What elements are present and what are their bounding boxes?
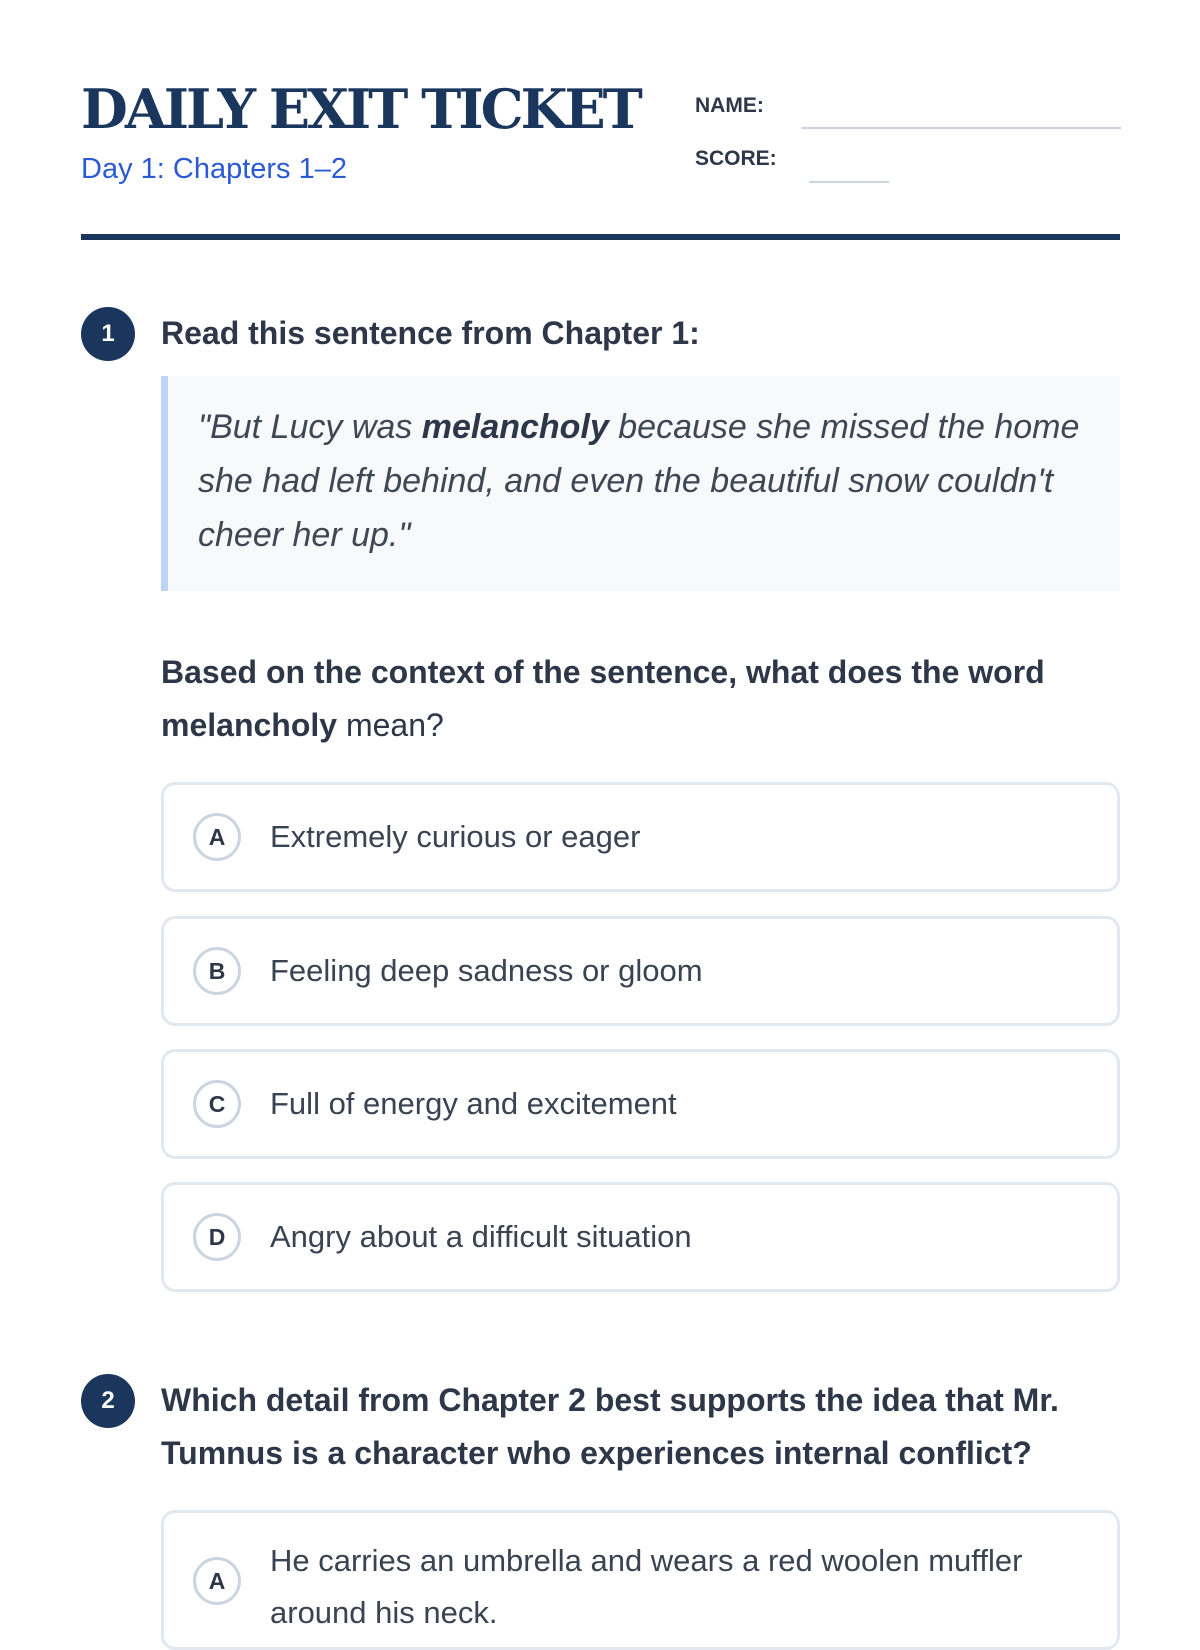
quote-text-rest: because she missed the home she had left behind, and even the beautiful snow couldn't cheer her up." xyxy=(198,408,1080,554)
question-1-option-c[interactable] xyxy=(161,1049,1120,1159)
option-letter: A xyxy=(193,813,241,861)
question-1-intro: Read this sentence from Chapter 1: xyxy=(161,315,700,351)
option-text: He carries an umbrella and wears a red woolen muffler around his neck. xyxy=(270,1543,1023,1630)
option-letter: C xyxy=(193,1080,241,1128)
header-divider xyxy=(81,234,1120,240)
option-text: Full of energy and excitement xyxy=(270,1086,677,1121)
question-2-number: 2 xyxy=(81,1374,135,1428)
score-label: SCORE: xyxy=(695,147,777,170)
question-2-option-a[interactable] xyxy=(161,1510,1120,1650)
question-1-option-b[interactable] xyxy=(161,916,1120,1026)
option-letter: B xyxy=(193,947,241,995)
prompt-lead: Based on the context of the sentence, what does the word xyxy=(161,654,1045,690)
score-field[interactable] xyxy=(809,181,889,183)
prompt-keyword: melancholy xyxy=(161,707,338,743)
quote-text-start: "But Lucy was xyxy=(198,408,422,446)
quote-keyword: melancholy xyxy=(421,408,609,446)
option-letter: A xyxy=(193,1557,241,1605)
option-text: Angry about a difficult situation xyxy=(270,1219,692,1254)
name-field[interactable] xyxy=(801,127,1121,129)
option-text: Feeling deep sadness or gloom xyxy=(270,953,703,988)
question-1-option-a[interactable] xyxy=(161,782,1120,892)
question-1-option-d[interactable] xyxy=(161,1182,1120,1292)
question-1-number: 1 xyxy=(81,307,135,361)
page-title: DAILY EXIT TICKET xyxy=(81,77,640,141)
option-text: Extremely curious or eager xyxy=(270,819,641,854)
option-letter: D xyxy=(193,1213,241,1261)
prompt-tail: mean? xyxy=(337,707,444,743)
name-label: NAME: xyxy=(695,94,764,117)
question-1-quote xyxy=(161,376,1120,591)
question-1-prompt xyxy=(161,646,1120,752)
page-subtitle: Day 1: Chapters 1–2 xyxy=(81,153,347,185)
question-2-intro: Which detail from Chapter 2 best supports the idea that Mr. Tumnus is a character who experiences internal conflict? xyxy=(161,1382,1059,1471)
